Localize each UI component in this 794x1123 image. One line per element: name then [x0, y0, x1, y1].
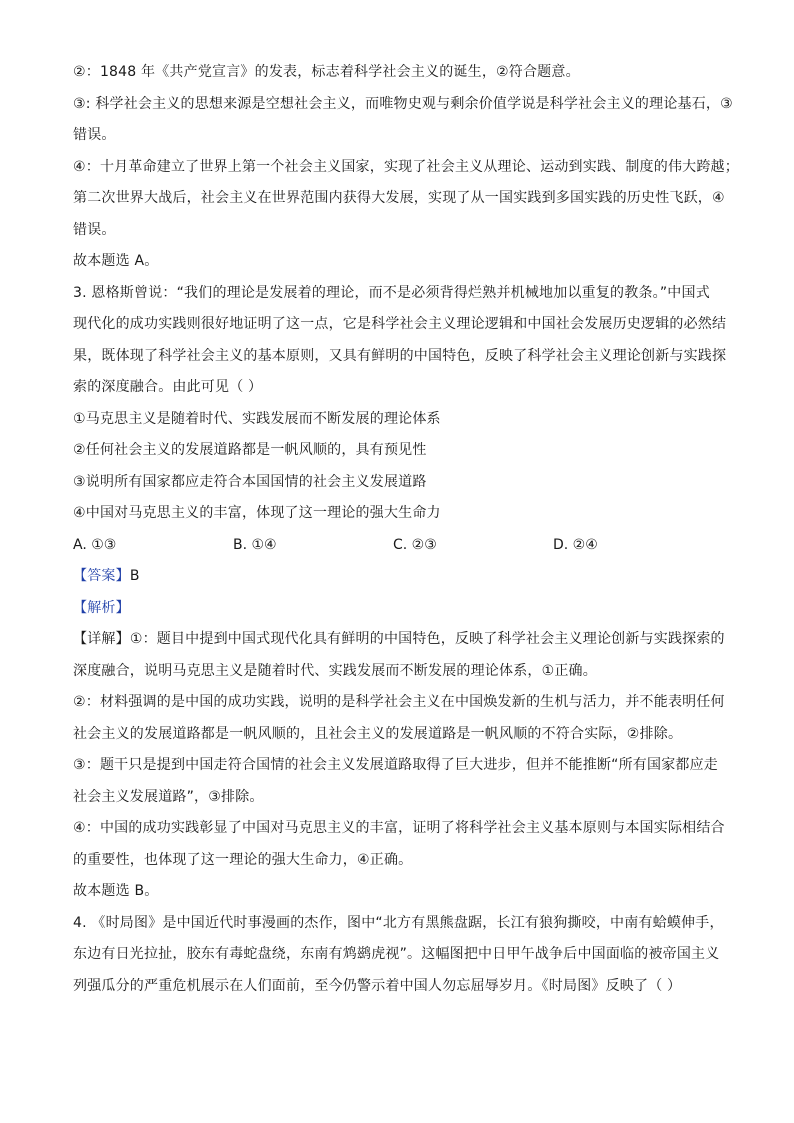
- analysis-line: 错误。: [73, 127, 116, 143]
- statement-4: ④中国对马克思主义的丰富，体现了这一理论的强大生命力: [73, 505, 441, 521]
- detail-text: ①：题目中提到中国式现代化具有鲜明的中国特色，反映了科学社会主义理论创新与实践探索的: [129, 631, 725, 647]
- question-stem-line: 索的深度融合。由此可见（ ）: [73, 379, 263, 395]
- analysis-line: 错误。: [73, 221, 116, 238]
- detail-line: [73, 629, 733, 649]
- detail-line: 社会主义的发展道路都是一帆风顺的，且社会主义的发展道路是一帆风顺的不符合实际，②排除。: [73, 725, 683, 742]
- previous-analysis: [73, 62, 739, 271]
- option-a: A. ①③: [73, 536, 117, 553]
- answer-tag: 【答案】: [73, 568, 130, 584]
- answer-options: [73, 535, 733, 555]
- answer-value: B: [129, 568, 140, 584]
- analysis-heading: [73, 598, 733, 618]
- analysis-line: ②：1848 年《共产党宣言》的发表，标志着科学社会主义的诞生，②符合题意。: [73, 64, 580, 80]
- option-b: B. ①④: [233, 536, 277, 553]
- question-stem-line: 果，既体现了科学社会主义的基本原则，又具有鲜明的中国特色，反映了科学社会主义理论创新与实践探: [73, 347, 727, 364]
- analysis-tag: 【解析】: [73, 599, 130, 616]
- answer-line: [73, 566, 733, 586]
- detail-line: ③：题干只是提到中国走符合国情的社会主义发展道路取得了巨大进步，但并不能推断“所有国家都应走: [73, 757, 719, 773]
- conclusion-line: 故本题选 A。: [73, 253, 159, 269]
- detail-line: ②：材料强调的是中国的成功实践，说明的是科学社会主义在中国焕发新的生机与活力，并不能表明任何: [73, 694, 725, 710]
- detail-line: 深度融合，说明马克思主义是随着时代、实践发展而不断发展的理论体系，①正确。: [73, 662, 597, 679]
- question-stem-line: 3. 恩格斯曾说：“我们的理论是发展着的理论，而不是必须背得烂熟并机械地加以重复的教条。”中国式: [73, 284, 710, 301]
- document-page: [73, 62, 739, 1007]
- option-c: C. ②③: [393, 536, 437, 553]
- detail-line: 的重要性，也体现了这一理论的强大生命力，④正确。: [73, 851, 413, 868]
- statement-1: ①马克思主义是随着时代、实践发展而不断发展的理论体系: [73, 410, 441, 427]
- question-stem-line: 4. 《时局图》是中国近代时事漫画的杰作，图中“北方有黑熊盘踞，长江有狼狗撕咬，中南有蛤蟆伸手，: [73, 914, 724, 931]
- analysis-line: ③: 科学社会主义的思想来源是空想社会主义，而唯物史观与剩余价值学说是科学社会主义的理论基石，③: [73, 95, 733, 112]
- option-d: D. ②④: [553, 536, 598, 553]
- question-3: [73, 283, 733, 902]
- question-stem-line: 东边有日光拉扯，胶东有毒蛇盘绕，东南有鸩鹚虎视”。这幅图把中日甲午战争后中国面临的被帝国主义: [73, 946, 720, 962]
- detail-line: ④：中国的成功实践彰显了中国对马克思主义的丰富，证明了将科学社会主义基本原则与本国实际相结合: [73, 820, 725, 836]
- conclusion-line: 故本题选 B。: [73, 883, 159, 899]
- question-stem-line: 列强瓜分的严重危机展示在人们面前，至今仍警示着中国人勿忘屈辱岁月。《时局图》反映了（ ）: [73, 977, 682, 994]
- question-stem-line: 现代化的成功实践则很好地证明了这一点，它是科学社会主义理论逻辑和中国社会发展历史逻辑的必然结: [73, 316, 727, 332]
- analysis-line: 第二次世界大战后，社会主义在世界范围内获得大发展，实现了从一国实践到多国实践的历史性飞跃，④: [73, 190, 725, 206]
- question-4: [73, 913, 733, 996]
- detail-line: 社会主义发展道路”，③排除。: [73, 788, 264, 805]
- statement-3: ③说明所有国家都应走符合本国国情的社会主义发展道路: [73, 473, 427, 490]
- statement-2: ②任何社会主义的发展道路都是一帆风顺的，具有预见性: [73, 442, 427, 458]
- detail-tag: 【详解】: [73, 631, 130, 647]
- analysis-line: ④：十月革命建立了世界上第一个社会主义国家，实现了社会主义从理论、运动到实践、制度的伟大跨越；: [73, 158, 739, 175]
